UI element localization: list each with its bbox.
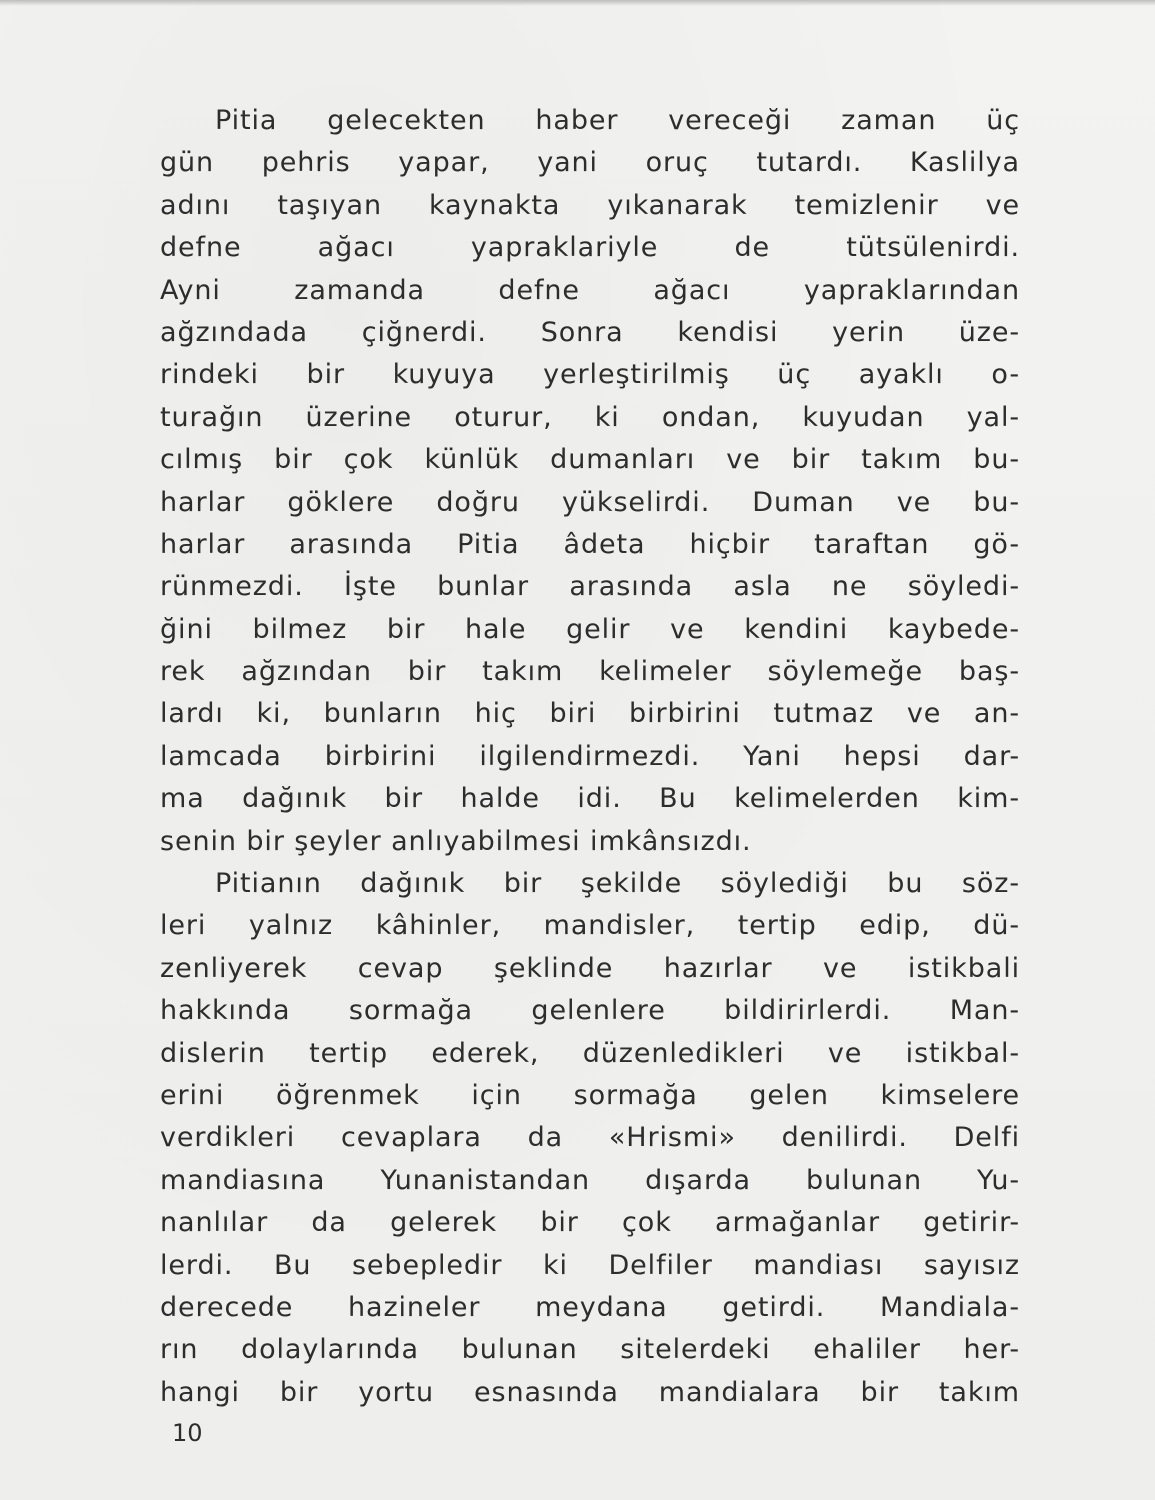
text-line-2: gün pehris yapar, yani oruç tutardı. Kaslilya	[160, 147, 1020, 179]
text-line-1-paragraph-start: Pitia gelecekten haber vereceği zaman üç	[215, 105, 1020, 136]
text-line-25: verdikleri cevaplara da «Hrismi» denilirdi. Delfi	[160, 1122, 1020, 1154]
text-line-24: erini öğrenmek için sormağa gelen kimselere	[160, 1079, 1020, 1111]
text-line-20: leri yalnız kâhinler, mandisler, tertip edip, dü-	[160, 910, 1020, 942]
page-number: 10	[172, 1419, 203, 1447]
text-line-29: derecede hazineler meydana getirdi. Mandiala-	[160, 1291, 1020, 1323]
text-line-19-paragraph-start: Pitianın dağınık bir şekilde söylediği bu söz-	[215, 868, 1020, 900]
text-line-18-paragraph-end: senin bir şeyler anlıyabilmesi imkânsızdı.	[160, 825, 752, 857]
text-line-13: ğini bilmez bir hale gelir ve kendini kaybede-	[160, 613, 1020, 645]
text-line-15: lardı ki, bunların hiç biri birbirini tutmaz ve an-	[160, 698, 1020, 730]
text-line-23: dislerin tertip ederek, düzenledikleri ve istikbal-	[160, 1037, 1020, 1069]
text-line-14: rek ağzından bir takım kelimeler söylemeğe baş-	[160, 656, 1020, 688]
text-line-11: harlar arasında Pitia âdeta hiçbir taraftan gö-	[160, 528, 1020, 560]
text-line-9: cılmış bir çok künlük dumanları ve bir takım bu-	[160, 444, 1020, 476]
text-line-3: adını taşıyan kaynakta yıkanarak temizlenir ve	[160, 189, 1020, 221]
text-line-6: ağzındada çiğnerdi. Sonra kendisi yerin üze-	[160, 316, 1020, 348]
text-line-16: lamcada birbirini ilgilendirmezdi. Yani hepsi dar-	[160, 740, 1020, 772]
text-line-10: harlar göklere doğru yükselirdi. Duman ve bu-	[160, 486, 1020, 518]
page-top-edge	[0, 0, 1155, 6]
text-line-28: lerdi. Bu sebepledir ki Delfiler mandiası sayısız	[160, 1249, 1020, 1281]
text-line-22: hakkında sormağa gelenlere bildirirlerdi. Man-	[160, 995, 1020, 1027]
text-line-17: ma dağınık bir halde idi. Bu kelimelerden kim-	[160, 783, 1020, 815]
text-line-31: hangi bir yortu esnasında mandialara bir takım	[160, 1376, 1020, 1408]
text-line-5: Ayni zamanda defne ağacı yapraklarından	[160, 274, 1020, 306]
body-text	[160, 100, 1020, 1414]
text-line-26: mandiasına Yunanistandan dışarda bulunan Yu-	[160, 1164, 1020, 1196]
text-line-7: rindeki bir kuyuya yerleştirilmiş üç ayaklı o-	[160, 359, 1020, 391]
text-line-12: rünmezdi. İşte bunlar arasında asla ne söyledi-	[160, 571, 1020, 603]
text-line-8: turağın üzerine oturur, ki ondan, kuyudan yal-	[160, 401, 1020, 433]
text-line-4: defne ağacı yapraklariyle de tütsülenirdi.	[160, 232, 1020, 264]
text-line-21: zenliyerek cevap şeklinde hazırlar ve istikbali	[160, 952, 1020, 984]
text-line-27: nanlılar da gelerek bir çok armağanlar getirir-	[160, 1207, 1020, 1239]
text-line-30: rın dolaylarında bulunan sitelerdeki ehaliler her-	[160, 1334, 1020, 1366]
